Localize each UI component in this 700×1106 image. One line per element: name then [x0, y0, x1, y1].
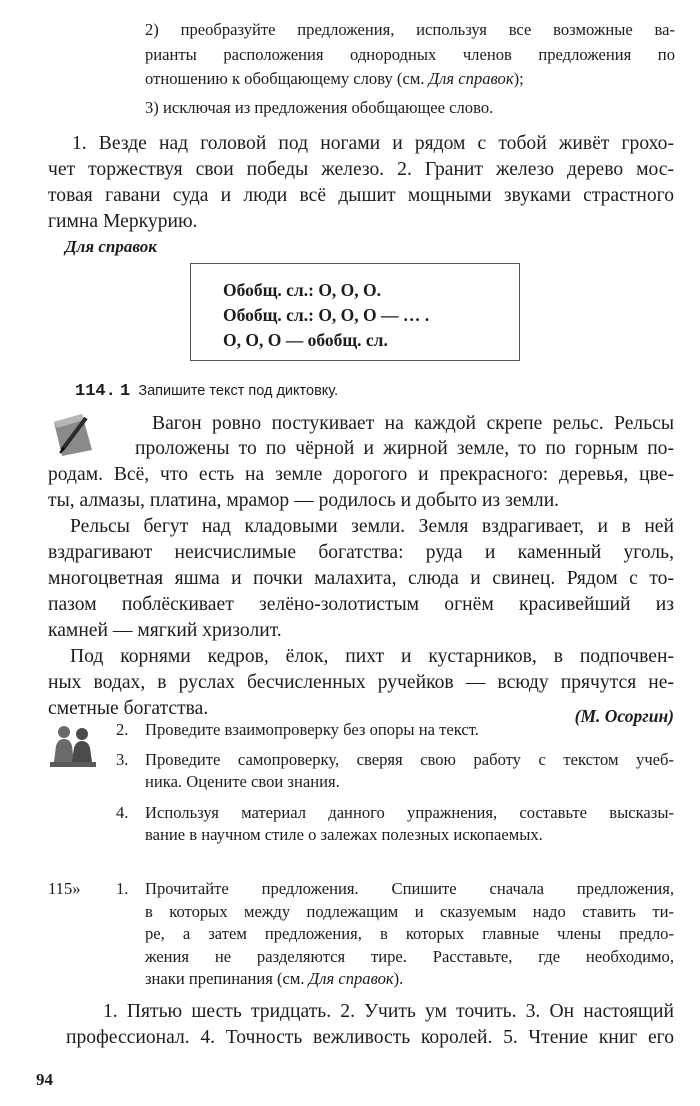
dictation-line: проложены то по чёрной и жирной земле, то по горным по- — [135, 438, 674, 459]
dictation-line: родам. Всё, что есть на земле дорогого и прекрасного: деревья, цве- — [48, 464, 674, 485]
exercise-114-header — [75, 380, 338, 401]
instruction-line: 2) преобразуйте предложения, используя все возможные ва- — [145, 20, 675, 39]
instruction-line: жения не разделяются тире. Расставьте, где необходимо, — [145, 947, 674, 966]
task-number: 3. — [116, 750, 129, 769]
task-number: 4. — [116, 803, 129, 822]
instruction-item-3: 3) исключая из предложения обобщающее слово. — [145, 98, 494, 117]
help-box — [190, 263, 520, 361]
help-box-line: Обобщ. сл.: О, О, О — … . — [223, 305, 430, 325]
instruction-line: Прочитайте предложения. Спишите сначала предложения, — [145, 879, 674, 898]
task-line: ника. Оцените свои знания. — [145, 772, 340, 791]
pen-paper-icon — [48, 410, 98, 458]
dictation-line: Рельсы бегут над кладовыми земли. Земля вздрагивает, и в ней — [70, 516, 674, 537]
help-heading: Для справок — [65, 237, 157, 256]
instruction-line: отношению к обобщающему слову (см. Для справок); — [145, 69, 524, 88]
exercise-text-line: товая гавани суда и люди всё дышит мощными звуками страстного — [48, 185, 674, 206]
task-line: вание в научном стиле о залежах полезных ископаемых. — [145, 825, 543, 844]
dictation-line: Вагон ровно постукивает на каждой скрепе рельс. Рельсы — [152, 413, 674, 434]
help-reference: Для справок — [428, 69, 514, 88]
dictation-line: Под корнями кедров, ёлок, пихт и кустарников, в подпочвен- — [70, 646, 674, 667]
help-box-line: О, О, О — обобщ. сл. — [223, 330, 388, 350]
dictation-line: сметные богатства. — [48, 698, 209, 719]
author-credit: (М. Осоргин) — [574, 706, 674, 726]
dictation-line: ных водах, в руслах бесчисленных ручейков — всюду прячутся не- — [48, 672, 674, 693]
help-box-line: Обобщ. сл.: О, О, О. — [223, 280, 382, 300]
pair-work-icon — [48, 724, 98, 768]
task-line: Используя материал данного упражнения, составьте высказы- — [145, 803, 674, 822]
dictation-line: пазом поблёскивает зелёно-золотистым огнём красивейший из — [48, 594, 674, 615]
exercise-task: Запишите текст под диктовку. — [138, 383, 339, 399]
sentence-line: профессионал. 4. Точность вежливость королей. 5. Чтение книг его — [66, 1027, 674, 1048]
exercise-text-line: 1. Везде над головой под ногами и рядом с тобой живёт грохо- — [72, 133, 674, 154]
dictation-line: вздрагивают неисчислимые богатства: руда и каменный уголь, — [48, 542, 674, 563]
task-line: Проведите самопроверку, сверяя свою работу с текстом учеб- — [145, 750, 674, 769]
task-line: Проведите взаимопроверку без опоры на текст. — [145, 720, 479, 739]
exercise-text-line: чет торжествуя свои победы железо. 2. Гранит железо дерево мос- — [48, 159, 674, 180]
item-number: 1. — [116, 879, 129, 898]
exercise-115-number: 115» — [48, 879, 81, 898]
dictation-line: ты, алмазы, платина, мрамор — родилось и добыто из земли. — [48, 490, 560, 511]
exercise-text-line: гимна Меркурию. — [48, 211, 198, 232]
instruction-line: в которых между подлежащим и сказуемым надо ставить ти- — [145, 902, 674, 921]
instruction-line: ре, а затем предложения, в которых главные члены предло- — [145, 924, 674, 943]
instruction-line: рианты расположения однородных членов предложения по — [145, 45, 675, 64]
exercise-number: 114. — [75, 382, 116, 401]
dictation-line: многоцветная яшма и почки малахита, слюда и свинец. Рядом с то- — [48, 568, 674, 589]
task-number: 2. — [116, 720, 129, 739]
help-reference: Для справок — [308, 969, 394, 988]
sentence-line: 1. Пятью шесть тридцать. 2. Учить ум точить. 3. Он настоящий — [103, 1001, 674, 1022]
dictation-line: камней — мягкий хризолит. — [48, 620, 282, 641]
instruction-line: знаки препинания (см. Для справок). — [145, 969, 404, 988]
item-number: 1 — [119, 382, 131, 401]
page-number: 94 — [36, 1070, 53, 1089]
